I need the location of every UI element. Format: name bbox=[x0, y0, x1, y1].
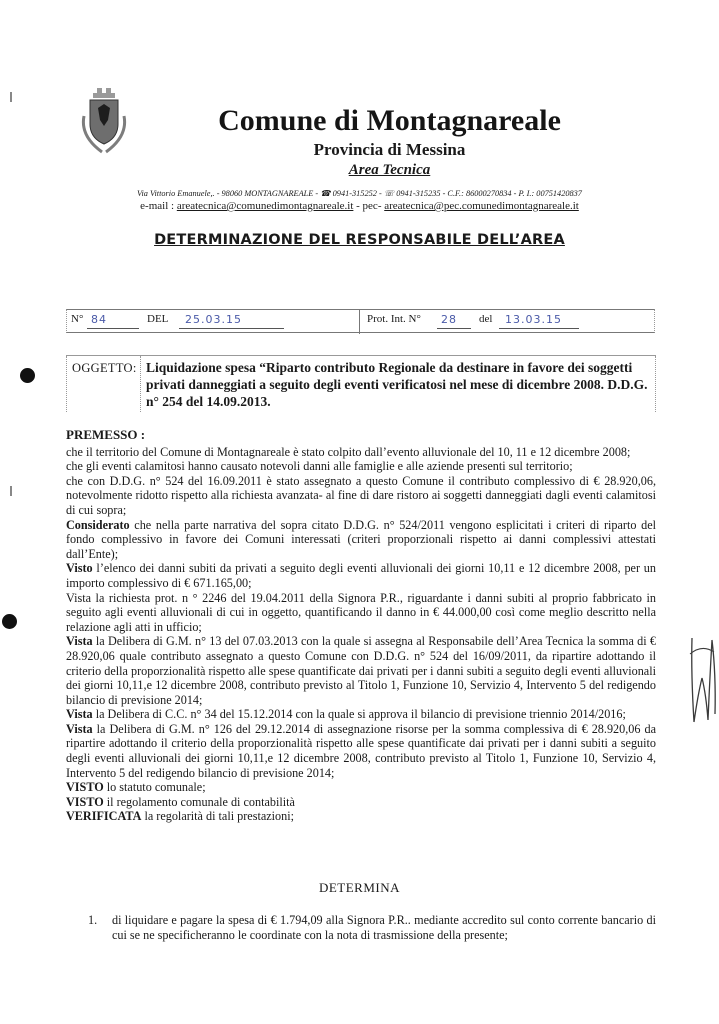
contact-line bbox=[0, 200, 719, 212]
paragraph: che con D.D.G. n° 524 del 16.09.2011 è stato assegnato a questo Comune il contributo complessivo di € 28.920,06, notevolmente ridotto rispetto alla richiesta avanzata- al fine di dare ristoro ai soggetti danneggiati dagli eventi calamitosi di cui sopra; bbox=[66, 473, 656, 517]
subject-box-left-line bbox=[66, 356, 67, 412]
date-underline bbox=[179, 328, 284, 329]
subject-box-divider bbox=[140, 356, 141, 412]
address-line: Via Vittorio Emanuele,. - 98060 MONTAGNAREALE - ☎ 0941-315252 - ☏ 0941-315235 - C.F.: 86000270834 - P. I.: 00751420837 bbox=[137, 189, 582, 198]
date-label: DEL bbox=[147, 313, 169, 325]
area-name: Area Tecnica bbox=[348, 162, 431, 178]
email-prefix: e-mail : bbox=[140, 200, 177, 212]
pec-link[interactable]: areatecnica@pec.comunedimontagnareale.it bbox=[384, 200, 579, 212]
paragraph: Vista la Delibera di C.C. n° 34 del 15.12.2014 con la quale si approva il bilancio di previsione triennio 2014/2016; bbox=[66, 707, 626, 722]
margin-mark bbox=[10, 92, 12, 102]
paragraph: Vista la Delibera di G.M. n° 13 del 07.03.2013 con la quale si assegna al Responsabile dell’Area Tecnica la somma di € 28.920,06 quale contributo assegnato a questo Comune con D.D.G. n° 524 del 16/09/2011, da ripartire adottando il criterio della proporzionalità rispetto alle spese quantificate dai privati per i danni subiti a seguito degli eventi alluvionali dei giorni 10,11,e 12 dicembre 2008, contributo previsto al Titolo 1, Funzione 10, Servizio 4, Intervento 5 del redigendo bilancio di previsione 2014; bbox=[66, 634, 656, 707]
paragraph: Vista la richiesta prot. n ° 2246 del 19.04.2011 della Signora P.R., riguardante i danni subiti al proprio fabbricato in seguito agli eventi alluvionali di cui in oggetto, quantificando il danno in € 44.000,00 così come meglio descritto nella relazione agli atti in ufficio; bbox=[66, 590, 656, 634]
punch-hole bbox=[20, 368, 35, 383]
subject-box bbox=[66, 355, 656, 411]
paragraph: Visto l’elenco dei danni subiti da privati a seguito degli eventi alluvionali dei giorni 10,11 e 12 dicembre 2008, per un importo complessivo di € 671.165,00; bbox=[66, 561, 656, 590]
paragraph: che il territorio del Comune di Montagnareale è stato colpito dall’evento alluvionale del 10, 11 e 12 dicembre 2008; bbox=[66, 444, 631, 459]
document-heading: DETERMINAZIONE DEL RESPONSABILE DELL’AREA bbox=[154, 232, 565, 248]
handwritten-signature bbox=[688, 634, 719, 730]
paragraph: Considerato che nella parte narrativa del sopra citato D.D.G. n° 524/2011 vengono esplicitati i criteri di riparto del fondo complessivo in favore dei Comuni interessati (criteri proporzionali rispetto ai danni complessivi attestati dall’Ente); bbox=[66, 517, 656, 561]
protocol-date-label: del bbox=[479, 313, 493, 325]
item-number: 1. bbox=[88, 913, 98, 927]
paragraph: VISTO il regolamento comunale di contabilità bbox=[66, 794, 295, 809]
box-separator bbox=[359, 310, 360, 334]
protocol-underline bbox=[437, 328, 471, 329]
item-text: di liquidare e pagare la spesa di € 1.794,09 alla Signora P.R.. mediante accredito sul conto corrente bancario di cui se ne specificheranno le coordinate con la nota di trasmissione della presente; bbox=[112, 913, 656, 942]
premise-heading: PREMESSO : bbox=[66, 427, 146, 442]
protocol-date-value: 13.03.15 bbox=[505, 313, 562, 326]
number-label: N° bbox=[71, 313, 84, 325]
margin-mark bbox=[10, 486, 12, 496]
province-name: Provincia di Messina bbox=[313, 140, 466, 159]
number-value: 84 bbox=[91, 313, 107, 326]
protocol-date-underline bbox=[499, 328, 579, 329]
date-value: 25.03.15 bbox=[185, 313, 242, 326]
number-underline bbox=[87, 328, 139, 329]
protocol-label: Prot. Int. N° bbox=[367, 313, 421, 325]
paragraph: Vista la Delibera di G.M. n° 126 del 29.12.2014 di assegnazione risorse per la somma complessiva di € 28.920,06 da ripartire adottando il criterio della proporzionalità rispetto alle spese quantificate dai privati per i danni subiti a seguito degli eventi alluvionali dei giorni 10,11,e 12 dicembre 2008, contributo previsto al Titolo 1, Funzione 10, Servizio 4, Intervento 5 del redigendo bilancio di previsione 2014; bbox=[66, 721, 656, 780]
paragraph: VERIFICATA la regolarità di tali prestazioni; bbox=[66, 809, 295, 824]
determina-heading: DETERMINA bbox=[318, 880, 401, 895]
subject-label: OGGETTO: bbox=[72, 361, 137, 375]
paragraph: VISTO lo statuto comunale; bbox=[66, 780, 206, 795]
protocol-value: 28 bbox=[441, 313, 457, 326]
email-link[interactable]: areatecnica@comunedimontagnareale.it bbox=[176, 200, 354, 212]
premise-section bbox=[66, 428, 656, 824]
municipality-title: Comune di Montagnareale bbox=[218, 104, 561, 137]
subject-text: Liquidazione spesa “Riparto contributo Regionale da destinare in favore dei soggetti privati danneggiati a seguito degli eventi verificatosi nel mese di dicembre 2008. D.D.G. n° 254 del 14.09.2013. bbox=[146, 360, 648, 409]
punch-hole bbox=[2, 614, 17, 629]
list-item bbox=[88, 913, 656, 943]
paragraph: che gli eventi calamitosi hanno causato notevoli danni alle famiglie e alle aziende presenti sul territorio; bbox=[66, 459, 573, 474]
subject-box-right-line bbox=[655, 356, 656, 412]
determination-number-box bbox=[66, 309, 655, 333]
pec-prefix: - pec- bbox=[353, 200, 385, 212]
